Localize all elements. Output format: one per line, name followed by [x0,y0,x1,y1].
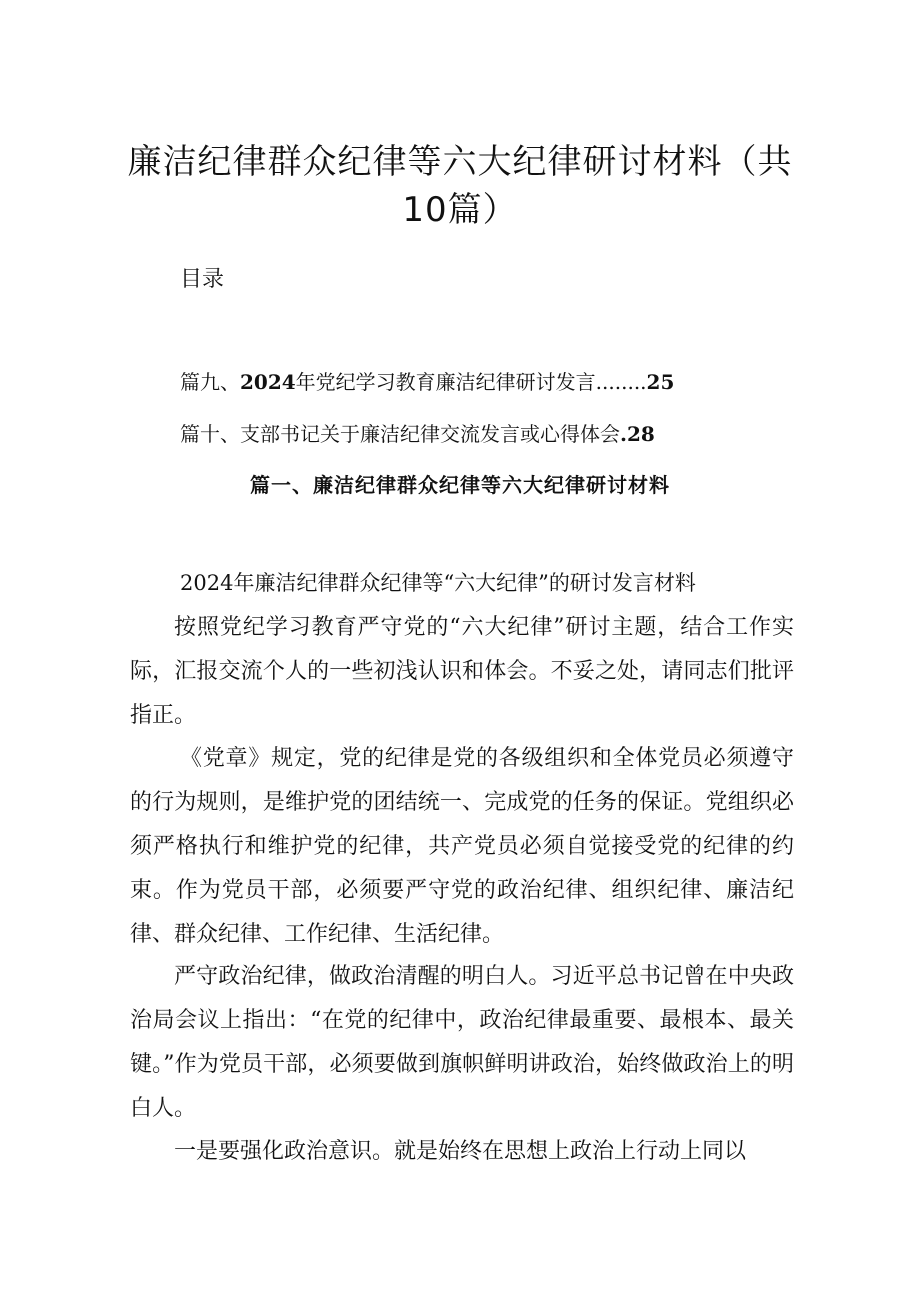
toc-label: 目录 [180,267,225,292]
body-paragraph: 严守政治纪律，做政治清醒的明白人。习近平总书记曾在中央政治局会议上指出：“在党的纪律中，政治纪律最重要、最根本、最关键。”作为党员干部，必须要做到旗帜鲜明讲政治，始终做政治上的明白人。 [130,964,794,1121]
document-title: 廉洁纪律群众纪律等六大纪律研讨材料（共10篇） [127,142,793,230]
body-paragraph: 一是要强化政治意识。就是始终在思想上政治上行动上同以 [174,1139,747,1164]
sub-heading: 2024年廉洁纪律群众纪律等“六大纪律”的研讨发言材料 [180,571,696,595]
body-paragraph: 按照党纪学习教育严守党的“六大纪律”研讨主题，结合工作实际，汇报交流个人的一些初浅认识和体会。不妥之处，请同志们批评指正。 [130,615,794,728]
toc-entry-leader: . [620,422,627,446]
body-paragraph: 《党章》规定，党的纪律是党的各级组织和全体党员必须遵守的行为规则，是维护党的团结统一、完成党的任务的保证。党组织必须严格执行和维护党的纪律，共产党员必须自觉接受党的纪律的约束。作为党员干部，必须要严守党的政治纪律、组织纪律、廉洁纪律、群众纪律、工作纪律、生活纪律。 [130,746,794,947]
section-heading: 篇一、廉洁纪律群众纪律等六大纪律研讨材料 [250,473,670,497]
toc-entry-leader: ........ [595,370,647,394]
toc-entry-text: 年党纪学习教育廉洁纪律研讨发言 [295,370,596,394]
toc-entry-page: 28 [626,422,655,446]
toc-entry-year: 2024 [240,370,296,394]
toc-entry[interactable] [180,368,674,396]
toc-entry-page: 25 [646,370,675,394]
toc-entry-prefix: 篇九、 [180,370,240,394]
toc-entry[interactable] [180,420,655,448]
toc-entry-prefix: 篇十、支部书记关于廉洁纪律交流发言或心得体会 [180,422,620,446]
